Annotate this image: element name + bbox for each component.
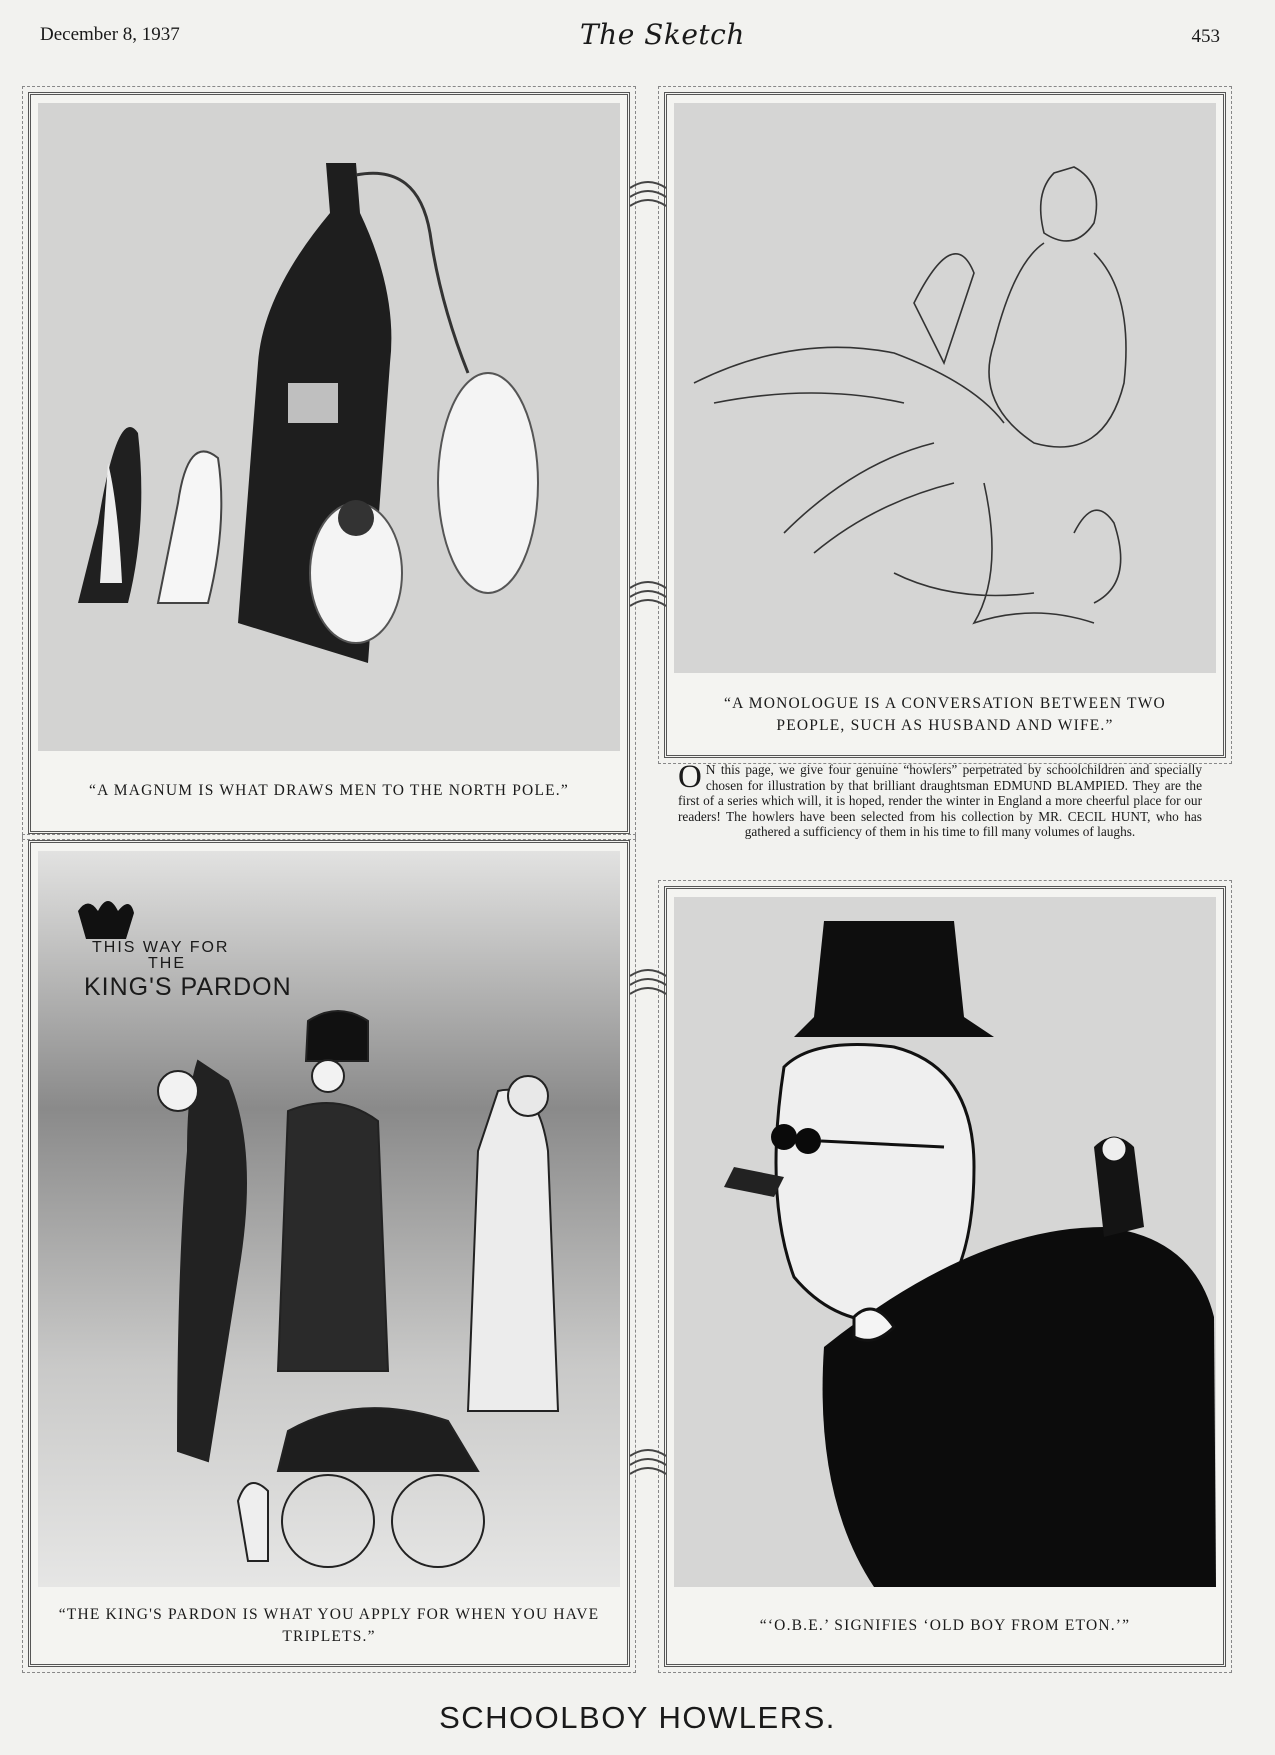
rope-knot-icon [630, 180, 666, 214]
masthead-logo: The Sketch [580, 18, 745, 51]
crown-icon [78, 901, 134, 939]
sign-kings-pardon: KING'S PARDON [84, 973, 292, 1001]
page-title: SCHOOLBOY HOWLERS. [439, 1700, 836, 1735]
intro-paragraph [678, 759, 1202, 840]
cartoon-magnum-caption: “A MAGNUM IS WHAT DRAWS MEN TO THE NORTH POLE.” [89, 782, 569, 799]
cartoon-kings-pardon-illustration [38, 851, 620, 1587]
cartoon-monologue-frame [664, 92, 1226, 758]
cartoon-obe-frame [664, 886, 1226, 1667]
rope-knot-icon [630, 1448, 666, 1482]
cartoon-kings-pardon-caption: “THE KING'S PARDON IS WHAT YOU APPLY FOR WHEN YOU HAVE TRIPLETS.” [58, 1606, 600, 1645]
rope-knot-icon [630, 968, 666, 1002]
page-number: 453 [1191, 26, 1220, 47]
cartoon-magnum-frame [28, 92, 630, 834]
intro-drop-cap: O [678, 759, 702, 795]
header-date: December 8, 1937 [40, 24, 180, 45]
cartoon-obe-caption: “‘O.B.E.’ SIGNIFIES ‘OLD BOY FROM ETON.’” [759, 1617, 1131, 1634]
cartoon-monologue-caption: “A MONOLOGUE IS A CONVERSATION BETWEEN TWO PEOPLE, SUCH AS HUSBAND AND WIFE.” [724, 695, 1166, 734]
cartoon-obe-illustration [674, 897, 1216, 1587]
sign-this-way: THIS WAY FOR [92, 939, 230, 956]
sign-the: THE [148, 955, 186, 972]
rope-knot-icon [630, 580, 666, 614]
intro-text: N this page, we give four genuine “howlers” perpetrated by schoolchildren and specially chosen for illustration by that brilliant draughtsman EDMUND BLAMPIED. They are the first of a series which will, it is hoped, render the winter in England a more cheerful place for our readers! The howlers have been selected from his collection by MR. CECIL HUNT, who has gathered a sufficiency of them in his time to fill many volumes of laughs. [678, 762, 1202, 840]
cartoon-monologue-illustration [674, 103, 1216, 673]
cartoon-magnum-illustration [38, 103, 620, 751]
cartoon-kings-pardon-frame [28, 840, 630, 1667]
